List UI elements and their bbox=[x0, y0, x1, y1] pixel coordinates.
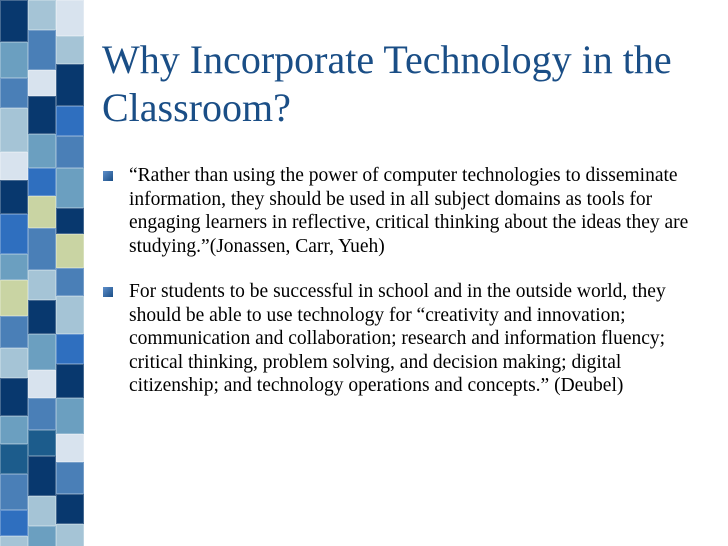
strip-block bbox=[28, 134, 56, 168]
bullet-text: For students to be successful in school and in the outside world, they should be able to use technology for “creativity and innovation; communication and collaboration; research and information fluency; critical thinking, problem solving, and decision making; digital citizenship; and technology operations and concepts.” (Deubel) bbox=[129, 281, 666, 396]
bullet-item-2 bbox=[102, 280, 702, 398]
strip-block bbox=[0, 316, 28, 348]
strip-block bbox=[0, 348, 28, 378]
strip-block bbox=[56, 234, 84, 268]
decorative-strip bbox=[0, 0, 84, 546]
strip-block bbox=[56, 334, 84, 364]
strip-column-2 bbox=[28, 0, 56, 546]
strip-block bbox=[28, 300, 56, 334]
strip-block bbox=[56, 364, 84, 398]
strip-block bbox=[28, 334, 56, 370]
strip-block bbox=[28, 430, 56, 456]
strip-block bbox=[0, 510, 28, 536]
strip-block bbox=[56, 434, 84, 462]
bullet-item-1 bbox=[102, 164, 702, 258]
strip-block bbox=[56, 494, 84, 524]
strip-block bbox=[56, 208, 84, 234]
bullet-list bbox=[102, 164, 702, 420]
strip-block bbox=[0, 214, 28, 254]
strip-block bbox=[28, 30, 56, 70]
strip-block bbox=[0, 108, 28, 152]
strip-block bbox=[28, 270, 56, 300]
strip-block bbox=[0, 416, 28, 444]
strip-block bbox=[28, 526, 56, 546]
strip-block bbox=[28, 456, 56, 496]
strip-block bbox=[0, 474, 28, 510]
bullet-square-icon bbox=[103, 287, 113, 297]
strip-block bbox=[56, 136, 84, 168]
strip-block bbox=[28, 70, 56, 96]
strip-block bbox=[0, 180, 28, 214]
strip-block bbox=[0, 378, 28, 416]
strip-block bbox=[56, 524, 84, 546]
strip-block bbox=[28, 228, 56, 270]
strip-block bbox=[56, 106, 84, 136]
bullet-square-icon bbox=[103, 171, 113, 181]
strip-block bbox=[0, 152, 28, 180]
strip-block bbox=[56, 296, 84, 334]
strip-block bbox=[56, 64, 84, 106]
strip-block bbox=[56, 462, 84, 494]
strip-block bbox=[28, 398, 56, 430]
strip-block bbox=[0, 78, 28, 108]
strip-block bbox=[0, 0, 28, 42]
strip-block bbox=[0, 254, 28, 280]
strip-block bbox=[28, 370, 56, 398]
strip-block bbox=[56, 168, 84, 208]
strip-block bbox=[0, 42, 28, 78]
strip-block bbox=[0, 280, 28, 316]
strip-block bbox=[56, 36, 84, 64]
strip-block bbox=[56, 268, 84, 296]
slide-title: Why Incorporate Technology in the Classroom? bbox=[102, 37, 672, 130]
strip-block bbox=[28, 96, 56, 134]
strip-column-3 bbox=[56, 0, 84, 546]
strip-block bbox=[0, 536, 28, 546]
strip-column-1 bbox=[0, 0, 28, 546]
bullet-text: “Rather than using the power of computer technologies to disseminate information, they should be used in all subject domains as tools for engaging learners in reflective, critical thinking about the ideas they are studying.”(Jonassen, Carr, Yueh) bbox=[129, 165, 689, 257]
strip-block bbox=[28, 0, 56, 30]
strip-block bbox=[28, 196, 56, 228]
strip-block bbox=[0, 444, 28, 474]
strip-block bbox=[28, 496, 56, 526]
strip-block bbox=[56, 398, 84, 434]
strip-block bbox=[56, 0, 84, 36]
strip-block bbox=[28, 168, 56, 196]
